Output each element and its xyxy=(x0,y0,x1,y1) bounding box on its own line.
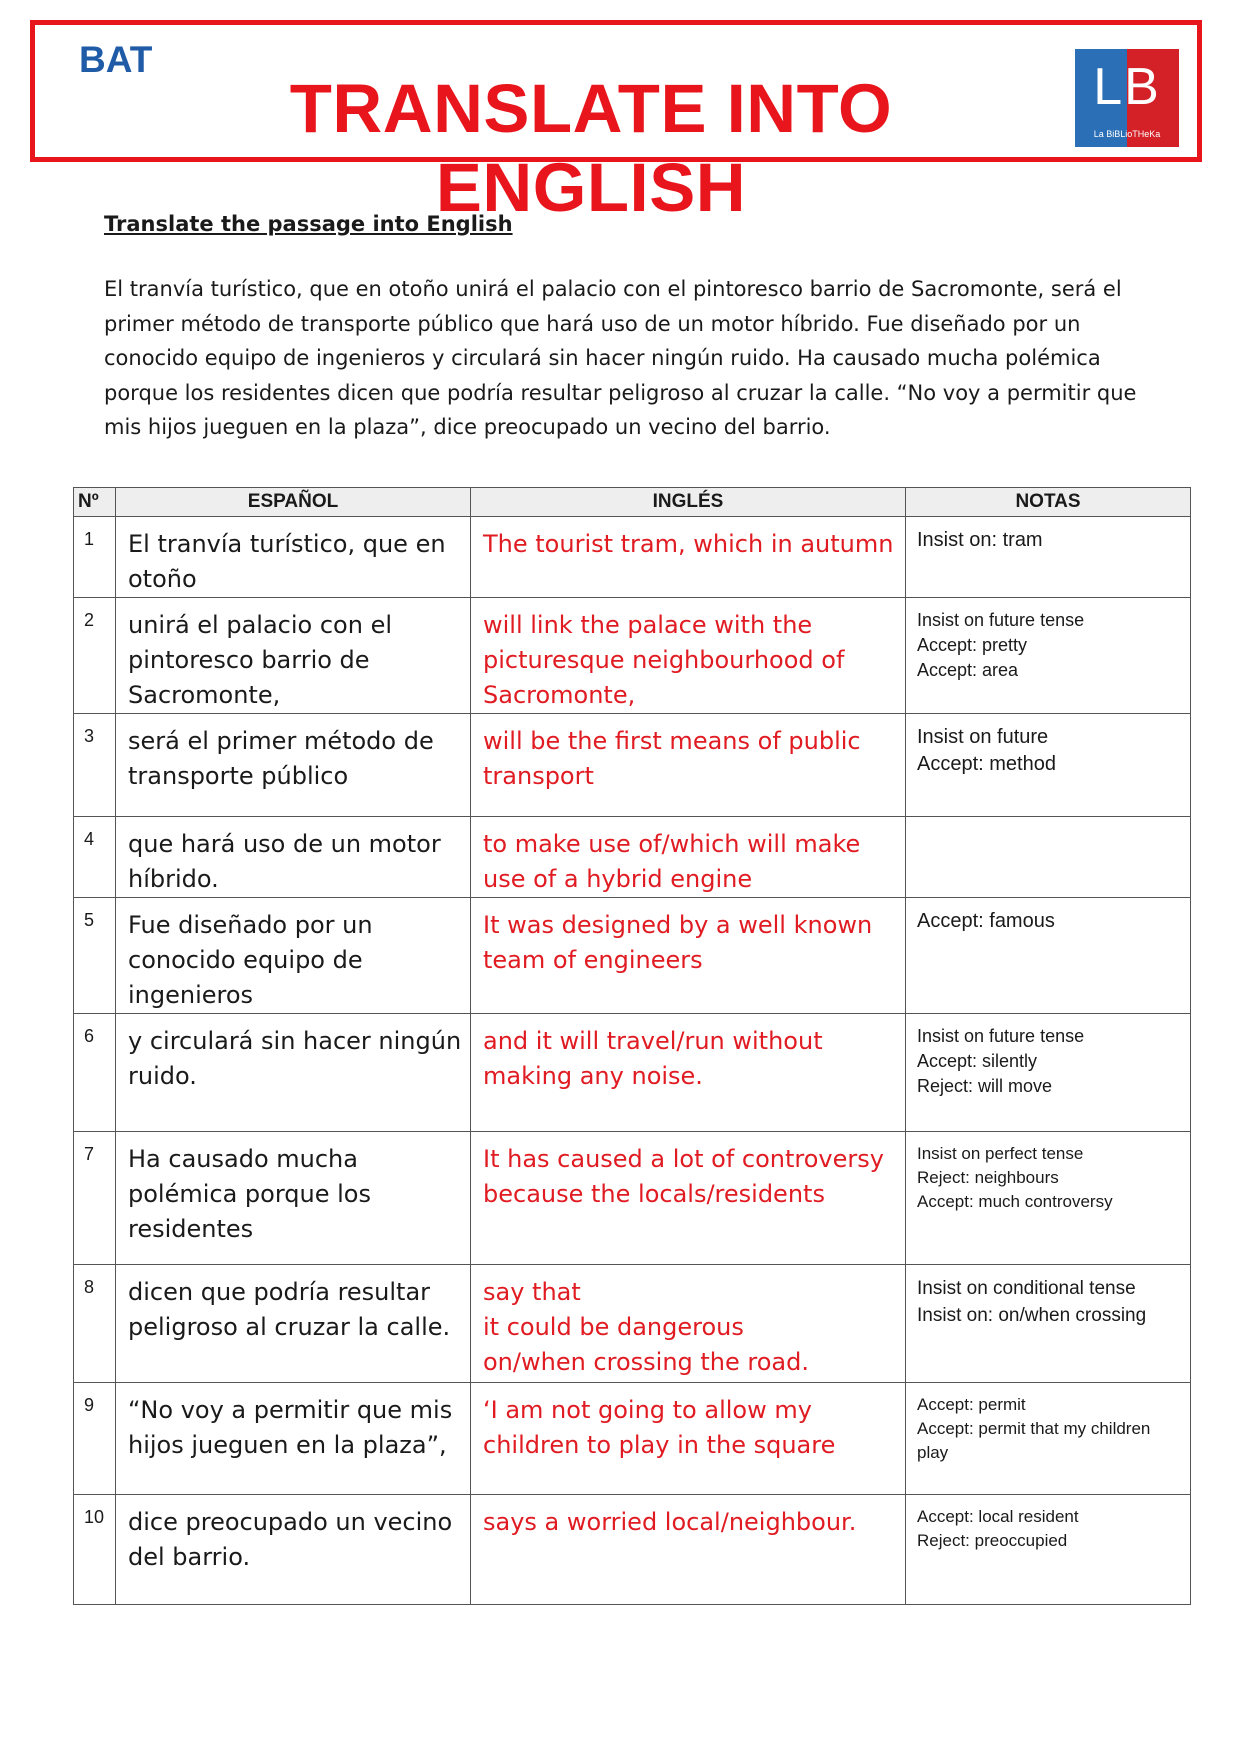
note-line: Insist on future xyxy=(917,726,1049,748)
header-num: Nº xyxy=(74,488,116,517)
table-row xyxy=(74,1014,1191,1132)
table-row xyxy=(74,1265,1191,1383)
logo-subtitle: La BiBLioTHeKa xyxy=(1093,129,1161,139)
logo xyxy=(1075,49,1179,147)
table-row xyxy=(74,517,1191,598)
row-number: 8 xyxy=(74,1265,116,1383)
english-cell xyxy=(471,1014,906,1132)
notes-cell xyxy=(906,1014,1191,1132)
note-line: Reject: neighbours xyxy=(917,1168,1059,1187)
note-line: Accept: famous xyxy=(917,910,1055,932)
english-line: will link the palace with the picturesque neighbourhood of Sacromonte, xyxy=(483,611,845,709)
english-cell xyxy=(471,1383,906,1495)
table-row xyxy=(74,817,1191,898)
row-number: 5 xyxy=(74,898,116,1014)
english-cell xyxy=(471,1265,906,1383)
table-row xyxy=(74,1132,1191,1265)
notes-cell xyxy=(906,1265,1191,1383)
spanish-cell: Fue diseñado por un conocido equipo de ingenieros xyxy=(116,898,471,1014)
english-line: ‘I am not going to allow my children to play in the square xyxy=(483,1396,836,1459)
table-header-row xyxy=(74,488,1191,517)
english-line: It was designed by a well known team of engineers xyxy=(483,911,873,974)
notes-cell xyxy=(906,1495,1191,1605)
row-number: 2 xyxy=(74,598,116,714)
note-line: Accept: permit xyxy=(917,1395,1026,1414)
english-line: says a worried local/neighbour. xyxy=(483,1508,857,1536)
english-cell xyxy=(471,714,906,817)
spanish-cell: “No voy a permitir que mis hijos jueguen en la plaza”, xyxy=(116,1383,471,1495)
english-cell xyxy=(471,1132,906,1265)
english-cell xyxy=(471,817,906,898)
page-title: TRANSLATE INTO ENGLISH xyxy=(289,70,893,226)
table-row xyxy=(74,598,1191,714)
english-line: and it will travel/run without making any noise. xyxy=(483,1027,823,1090)
english-line: to make use of/which will make use of a hybrid engine xyxy=(483,830,861,893)
row-number: 4 xyxy=(74,817,116,898)
translation-table xyxy=(73,487,1191,1605)
note-line: Reject: preoccupied xyxy=(917,1531,1068,1550)
english-cell xyxy=(471,517,906,598)
note-line: Accept: area xyxy=(917,660,1019,680)
note-line: Accept: permit that my children play xyxy=(917,1419,1151,1462)
note-line: Accept: method xyxy=(917,753,1056,775)
header-spanish: ESPAÑOL xyxy=(116,488,471,517)
spanish-cell: y circulará sin hacer ningún ruido. xyxy=(116,1014,471,1132)
english-line: The tourist tram, which in autumn xyxy=(483,530,894,558)
table-row xyxy=(74,1495,1191,1605)
note-line: Reject: will move xyxy=(917,1076,1053,1096)
note-line: Accept: much controversy xyxy=(917,1192,1113,1211)
english-line: It has caused a lot of controversy because the locals/residents xyxy=(483,1145,884,1208)
english-line: on/when crossing the road. xyxy=(483,1348,810,1376)
english-line: will be the first means of public transport xyxy=(483,727,861,790)
row-number: 3 xyxy=(74,714,116,817)
row-number: 10 xyxy=(74,1495,116,1605)
notes-cell xyxy=(906,714,1191,817)
spanish-cell: dice preocupado un vecino del barrio. xyxy=(116,1495,471,1605)
notes-cell xyxy=(906,517,1191,598)
row-number: 1 xyxy=(74,517,116,598)
table-row xyxy=(74,1383,1191,1495)
english-cell xyxy=(471,898,906,1014)
note-line: Accept: silently xyxy=(917,1051,1038,1071)
note-line: Accept: pretty xyxy=(917,635,1028,655)
notes-cell xyxy=(906,598,1191,714)
note-line: Insist on future tense xyxy=(917,1026,1085,1046)
note-line: Accept: local resident xyxy=(917,1507,1079,1526)
english-line: it could be dangerous xyxy=(483,1313,744,1341)
note-line: Insist on: tram xyxy=(917,529,1043,551)
spanish-cell: unirá el palacio con el pintoresco barrio de Sacromonte, xyxy=(116,598,471,714)
note-line: Insist on perfect tense xyxy=(917,1144,1084,1163)
notes-cell xyxy=(906,1383,1191,1495)
header-notes: NOTAS xyxy=(906,488,1191,517)
level-label: BAT xyxy=(79,39,153,80)
row-number: 7 xyxy=(74,1132,116,1265)
spanish-cell: El tranvía turístico, que en otoño xyxy=(116,517,471,598)
english-cell xyxy=(471,1495,906,1605)
notes-cell xyxy=(906,898,1191,1014)
spanish-cell: que hará uso de un motor híbrido. xyxy=(116,817,471,898)
table-row xyxy=(74,714,1191,817)
header-english: INGLÉS xyxy=(471,488,906,517)
logo-letters: LB xyxy=(1093,58,1161,116)
spanish-cell: dicen que podría resultar peligroso al cruzar la calle. xyxy=(116,1265,471,1383)
english-cell xyxy=(471,598,906,714)
notes-cell xyxy=(906,817,1191,898)
spanish-passage: El tranvía turístico, que en otoño unirá el palacio con el pintoresco barrio de Sacromonte, será el primer método de transporte público que hará uso de un motor híbrido. Fue diseñado por un conocido equipo de ingenieros y circulará sin hacer ningún ruido. Ha causado mucha polémica porque los residentes dicen que podría resultar peligroso al cruzar la calle. “No voy a permitir que mis hijos jueguen en la plaza”, dice preocupado un vecino del barrio. xyxy=(104,277,1137,439)
instruction-heading: Translate the passage into English xyxy=(104,212,513,236)
spanish-cell: Ha causado mucha polémica porque los residentes xyxy=(116,1132,471,1265)
row-number: 6 xyxy=(74,1014,116,1132)
row-number: 9 xyxy=(74,1383,116,1495)
notes-cell xyxy=(906,1132,1191,1265)
english-line: say that xyxy=(483,1278,581,1306)
note-line: Insist on conditional tense xyxy=(917,1278,1136,1299)
note-line: Insist on future tense xyxy=(917,610,1085,630)
table-row xyxy=(74,898,1191,1014)
spanish-cell: será el primer método de transporte público xyxy=(116,714,471,817)
note-line: Insist on: on/when crossing xyxy=(917,1305,1147,1326)
